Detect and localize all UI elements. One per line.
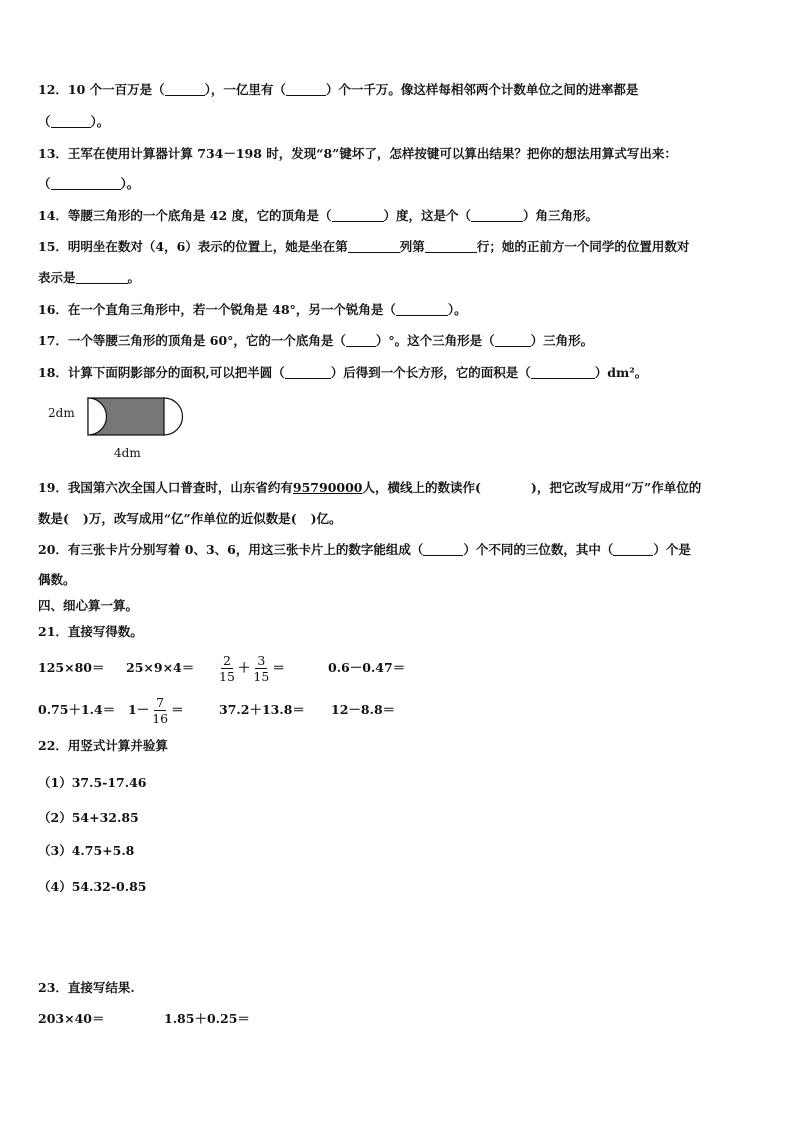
expression: 203×40＝ xyxy=(38,1011,105,1026)
blank[interactable] xyxy=(51,113,91,128)
list-item: （2）54+32.85 xyxy=(38,810,139,825)
blank[interactable] xyxy=(346,332,376,347)
blank[interactable] xyxy=(332,207,384,222)
question-19-line-2: 数是( )万，改写成用“亿”作单位的近似数是( )亿。 xyxy=(38,511,342,526)
blank[interactable] xyxy=(531,364,595,379)
blank[interactable] xyxy=(495,332,531,347)
question-13-line-1: 13．王军在使用计算器计算 734－198 时，发现“8”键坏了，怎样按键可以算出结果？把你的想法用算式写出来： xyxy=(38,146,677,161)
question-21-title: 21．直接写得数。 xyxy=(38,624,143,639)
question-17: 17．一个等腰三角形的顶角是 60°，它的一个底角是（ ）°。这个三角形是（ ）三角形。 xyxy=(38,333,594,348)
fraction: $\frac{2}{15}$ xyxy=(219,653,235,684)
question-12-line-2: （ ）。 xyxy=(38,114,110,129)
question-16: 16．在一个直角三角形中，若一个锐角是 48°，另一个锐角是（ ）。 xyxy=(38,302,467,317)
question-15-line-1: 15．明明坐在数对（4，6）表示的位置上，她是坐在第 列第 行；她的正前方一个同学的位置用数对 xyxy=(38,239,690,254)
blank[interactable] xyxy=(423,541,463,556)
blank[interactable] xyxy=(165,81,205,96)
question-19-line-1: 19．我国第六次全国人口普查时，山东省约有95790000人，横线上的数读作( )，把它改写成用“万”作单位的 xyxy=(38,480,702,495)
fraction-expression: $\frac{2}{15}$ ＋ $\frac{3}{15}$ ＝ xyxy=(219,653,285,684)
blank[interactable] xyxy=(286,81,326,96)
blank[interactable] xyxy=(471,207,523,222)
expression: 125×80＝ xyxy=(38,660,105,675)
expression: 12－8.8＝ xyxy=(331,702,396,717)
added-semicircle xyxy=(164,398,182,435)
blank[interactable] xyxy=(348,238,400,253)
expression: 37.2＋13.8＝ xyxy=(219,702,305,717)
question-15-line-2: 表示是 。 xyxy=(38,270,141,285)
list-item: （4）54.32-0.85 xyxy=(38,879,147,894)
width-label: 4dm xyxy=(114,446,141,460)
question-20-line-1: 20．有三张卡片分别写着 0、3、6，用这三张卡片上的数字能组成（ ）个不同的三位数，其中（ ）个是 xyxy=(38,542,691,557)
fraction: $\frac{3}{15}$ xyxy=(253,653,270,684)
fraction: $\frac{7}{16}$ xyxy=(152,695,169,726)
blank[interactable] xyxy=(76,269,128,284)
blank[interactable] xyxy=(613,541,653,556)
underlined-number: 95790000 xyxy=(292,480,363,495)
expression: 25×9×4＝ xyxy=(126,660,195,675)
list-item: （3）4.75+5.8 xyxy=(38,843,135,858)
blank[interactable] xyxy=(285,364,331,379)
height-label: 2dm xyxy=(48,406,75,420)
question-20-line-2: 偶数。 xyxy=(38,572,76,587)
question-22-title: 22．用竖式计算并验算 xyxy=(38,738,168,753)
expression: 0.6－0.47＝ xyxy=(328,660,406,675)
blank[interactable] xyxy=(51,175,121,190)
section-heading: 四、细心算一算。 xyxy=(38,598,139,613)
blank[interactable] xyxy=(425,238,477,253)
question-18: 18．计算下面阴影部分的面积,可以把半圆（ ）后得到一个长方形，它的面积是（ ）dm²。 xyxy=(38,365,648,380)
expression: 0.75＋1.4＝ xyxy=(38,702,116,717)
fraction-expression: 1－ $\frac{7}{16}$ ＝ xyxy=(128,695,184,726)
question-12-line-1: 12．10 个一百万是（ ），一亿里有（ ）个一千万。像这样每相邻两个计数单位之间的进率都是 xyxy=(38,82,639,97)
question-14: 14．等腰三角形的一个底角是 42 度，它的顶角是（ ）度，这是个（ ）角三角形。 xyxy=(38,208,599,223)
list-item: （1）37.5-17.46 xyxy=(38,775,147,790)
blank[interactable] xyxy=(396,301,448,316)
expression: 1.85＋0.25＝ xyxy=(164,1011,250,1026)
semicircle-rectangle-figure xyxy=(86,396,186,438)
question-13-line-2: （ ）。 xyxy=(38,176,140,191)
question-23-title: 23．直接写结果. xyxy=(38,980,135,995)
